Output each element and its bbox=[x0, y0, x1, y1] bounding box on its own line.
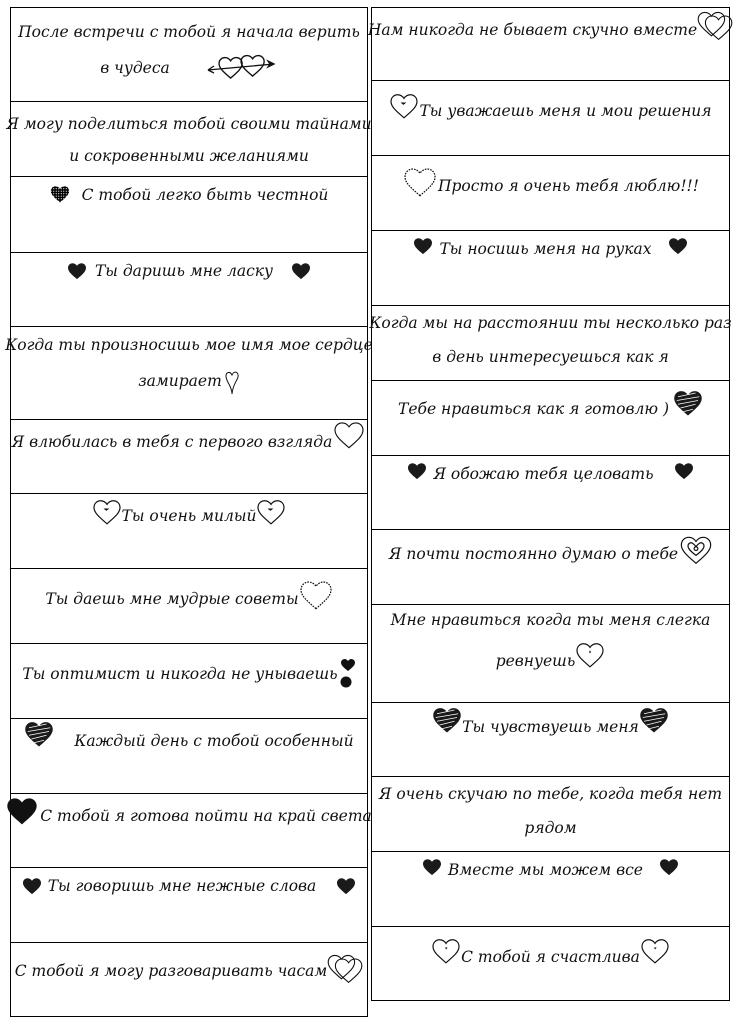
card-l5 bbox=[5, 327, 373, 420]
card-text: в чудеса bbox=[100, 59, 170, 77]
card-r7 bbox=[372, 456, 729, 530]
card-line bbox=[22, 868, 357, 904]
small-outline-heart-icon bbox=[224, 366, 240, 396]
card-l13 bbox=[11, 943, 367, 1017]
card-l2 bbox=[6, 102, 372, 177]
card-line bbox=[6, 108, 371, 141]
card-text: в день интересуешься как я bbox=[432, 348, 669, 366]
card-text: Тебе нравиться как я готовлю ) bbox=[397, 400, 670, 418]
card-text: Ты даешь мне мудрые советы bbox=[45, 590, 299, 608]
heart-icon bbox=[291, 262, 311, 280]
double-outline-heart-icon bbox=[697, 10, 733, 40]
card-line bbox=[24, 723, 353, 759]
card-text: Мне нравиться когда ты меня слегка bbox=[390, 611, 711, 629]
card-r10 bbox=[372, 703, 729, 777]
card-text: Ты очень милый bbox=[121, 507, 257, 525]
card-text: Когда мы на расстоянии ты несколько раз bbox=[369, 314, 732, 332]
double-outline-heart-icon bbox=[327, 953, 363, 983]
card-line bbox=[391, 605, 711, 635]
card-text: Ты оптимист и никогда не унываешь bbox=[22, 665, 338, 683]
card-line bbox=[431, 939, 670, 975]
card-text: Ты чувствуешь меня bbox=[462, 718, 639, 736]
card-text: и сокровенными желаниями bbox=[69, 147, 309, 165]
card-line bbox=[389, 536, 712, 572]
card-text: Ты даришь мне ласку bbox=[94, 262, 274, 280]
card-line bbox=[5, 327, 373, 363]
card-text: С тобой я готова пойти на край света bbox=[40, 807, 372, 825]
card-line bbox=[389, 93, 711, 129]
dashed-heart-icon bbox=[402, 167, 438, 197]
card-line bbox=[432, 709, 669, 745]
dashed-heart-icon bbox=[299, 580, 333, 610]
swirl-heart-icon bbox=[680, 535, 712, 565]
card-r8 bbox=[372, 530, 729, 605]
card-line bbox=[50, 177, 329, 213]
heart-icon bbox=[413, 237, 433, 255]
card-text: Я влюбилась в тебя с первого взгляда bbox=[11, 433, 333, 451]
card-text: Когда ты произносишь мое имя мое сердце bbox=[5, 336, 373, 354]
card-r4 bbox=[372, 231, 729, 306]
card-r13 bbox=[372, 927, 729, 1001]
left-column bbox=[5, 7, 373, 1017]
heart-drop-icon bbox=[340, 658, 356, 690]
card-line bbox=[15, 953, 364, 989]
card-line bbox=[69, 141, 309, 171]
card-text: Я очень скучаю по тебе, когда тебя нет bbox=[378, 785, 723, 803]
scribble-heart-icon bbox=[673, 389, 703, 417]
heart-icon bbox=[422, 858, 442, 876]
card-text: Каждый день с тобой особенный bbox=[74, 732, 354, 750]
heart-outline-dot-icon bbox=[256, 499, 286, 525]
card-l4 bbox=[11, 253, 367, 327]
card-text: ревнуешь bbox=[495, 652, 576, 670]
card-l10 bbox=[11, 719, 367, 794]
heart-outline-dot-icon bbox=[389, 93, 419, 119]
card-line bbox=[379, 777, 722, 811]
heart-outline-dot-icon bbox=[575, 642, 605, 668]
card-r2 bbox=[372, 81, 729, 156]
heart-icon bbox=[22, 877, 42, 895]
heart-outline-dot-icon bbox=[431, 938, 461, 964]
card-text: Ты говоришь мне нежные слова bbox=[47, 877, 317, 895]
heart-icon bbox=[659, 858, 679, 876]
card-line bbox=[22, 656, 355, 692]
card-r3 bbox=[372, 156, 729, 231]
card-line bbox=[524, 811, 576, 845]
card-line bbox=[6, 798, 372, 834]
card-line bbox=[407, 456, 693, 492]
card-text: Вместе мы можем все bbox=[448, 861, 643, 879]
heart-icon bbox=[67, 262, 87, 280]
scribble-heart-icon bbox=[432, 706, 462, 734]
heart-icon bbox=[668, 237, 688, 255]
card-text: Ты носишь меня на руках bbox=[439, 240, 652, 258]
card-line bbox=[368, 12, 733, 48]
card-l11 bbox=[11, 794, 372, 868]
card-text: Я могу поделиться тобой своими тайнами bbox=[6, 115, 372, 133]
heart-icon bbox=[336, 877, 356, 895]
card-r9 bbox=[372, 605, 729, 703]
card-r12 bbox=[372, 852, 729, 927]
card-text: С тобой я счастлива bbox=[461, 948, 640, 966]
card-line bbox=[369, 306, 731, 340]
card-l8 bbox=[11, 569, 367, 644]
card-r1 bbox=[367, 7, 729, 81]
card-r5 bbox=[369, 306, 732, 381]
card-line bbox=[45, 581, 332, 617]
card-text: С тобой я могу разговаривать часам bbox=[14, 962, 328, 980]
card-text: Просто я очень тебя люблю!!! bbox=[437, 177, 700, 195]
dotted-heart-icon bbox=[50, 185, 70, 205]
card-line bbox=[496, 635, 606, 687]
card-l3 bbox=[11, 177, 367, 253]
scribble-heart-icon bbox=[24, 720, 54, 748]
heart-outline-dot-icon bbox=[640, 938, 670, 964]
card-line bbox=[12, 424, 367, 460]
card-line bbox=[138, 363, 240, 399]
card-line bbox=[18, 14, 360, 50]
card-line bbox=[398, 391, 703, 427]
card-line bbox=[100, 50, 278, 86]
card-l6 bbox=[11, 420, 367, 494]
card-line bbox=[67, 253, 311, 289]
card-l7 bbox=[11, 494, 367, 569]
card-line bbox=[413, 231, 687, 267]
card-l1 bbox=[11, 7, 367, 102]
card-l12 bbox=[11, 868, 367, 943]
card-line bbox=[92, 498, 287, 534]
card-l9 bbox=[11, 644, 367, 719]
card-text: Ты уважаешь меня и мои решения bbox=[419, 102, 712, 120]
card-text: С тобой легко быть честной bbox=[81, 186, 329, 204]
card-line bbox=[402, 168, 699, 204]
card-text: Нам никогда не бывает скучно вместе bbox=[367, 21, 698, 39]
scribble-heart-icon bbox=[639, 706, 669, 734]
card-text: Я почти постоянно думаю о тебе bbox=[388, 545, 679, 563]
card-line bbox=[422, 852, 679, 888]
card-text: рядом bbox=[524, 819, 577, 837]
card-text: После встречи с тобой я начала верить bbox=[18, 23, 360, 41]
heart-icon bbox=[407, 462, 427, 480]
arrow-hearts-icon bbox=[206, 53, 278, 83]
right-column bbox=[367, 7, 732, 1001]
card-r11 bbox=[372, 777, 729, 852]
card-text: замирает bbox=[138, 372, 222, 390]
card-r6 bbox=[372, 381, 729, 456]
card-line bbox=[432, 340, 668, 374]
big-heart-icon bbox=[6, 796, 38, 826]
heart-icon bbox=[674, 462, 694, 480]
outline-heart-icon bbox=[332, 421, 366, 449]
card-text: Я обожаю тебя целовать bbox=[433, 465, 654, 483]
heart-outline-dot-icon bbox=[92, 499, 122, 525]
